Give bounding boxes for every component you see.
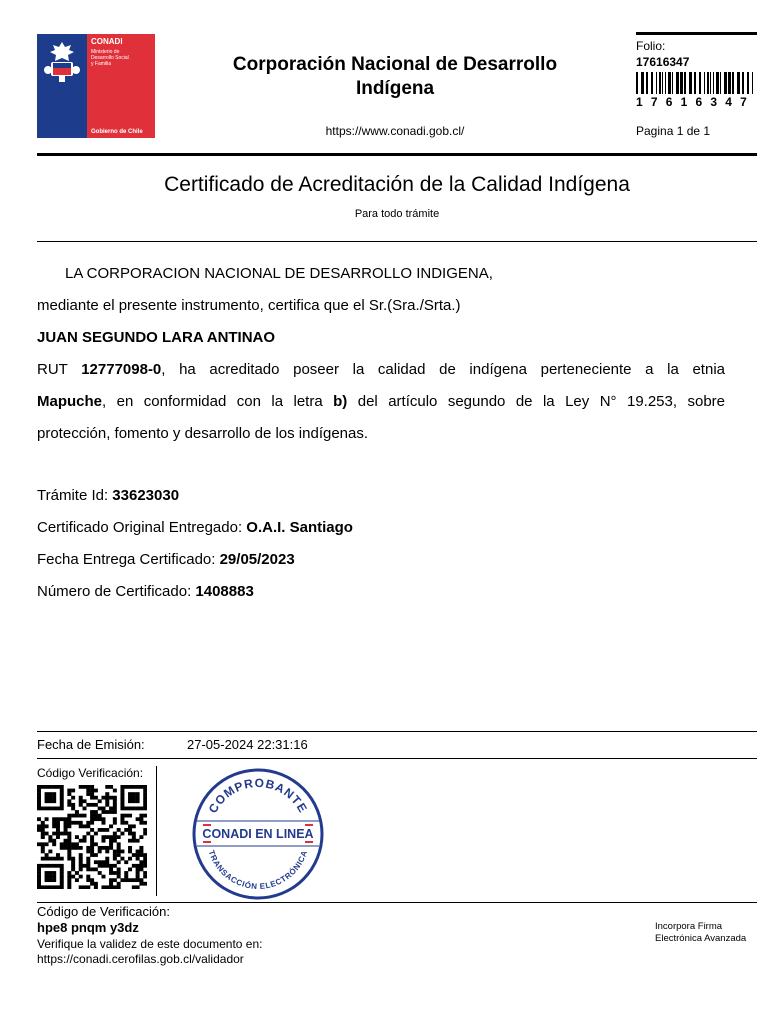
verify-instructions: Verifique la validez de este documento en:	[37, 937, 263, 951]
tramite-id: Trámite Id: 33623030	[37, 487, 180, 504]
folio-label: Folio:	[636, 39, 666, 53]
title-divider	[37, 241, 757, 242]
intro-line: LA CORPORACION NACIONAL DE DESARROLLO INDIGENA,	[65, 265, 493, 282]
validator-url[interactable]: https://conadi.cerofilas.gob.cl/validador	[37, 952, 244, 966]
verification-code-label: Código de Verificación:	[37, 904, 170, 919]
page-number: Pagina 1 de 1	[636, 124, 711, 138]
organization-url[interactable]: https://www.conadi.gob.cl/	[325, 124, 465, 138]
emission-label: Fecha de Emisión:	[37, 737, 145, 752]
certificate-subtitle: Para todo trámite	[354, 208, 440, 220]
verification-label-top: Código Verificación:	[37, 766, 144, 780]
svg-text:Ministerio de: Ministerio de	[91, 49, 120, 55]
stamp-top-text: COMPROBANTE	[205, 775, 311, 816]
logo-title: CONADI	[91, 37, 123, 46]
ethnicity-line: Mapuche, en conformidad con la letra b) del artículo segundo de la Ley N° 19.253, sobre	[37, 393, 725, 410]
footer-divider-top	[37, 731, 757, 732]
original-delivered: Certificado Original Entregado: O.A.I. Santiago	[37, 519, 353, 536]
comprobante-stamp	[189, 766, 327, 902]
rut-line: RUT 12777098-0, ha acreditado poseer la calidad de indígena perteneciente a la etnia	[37, 361, 725, 378]
signature-note: Incorpora Firma Electrónica Avanzada	[655, 921, 747, 944]
svg-text:CONADI EN LINEA: CONADI EN LINEA	[202, 827, 314, 841]
qr-code[interactable]	[37, 785, 147, 889]
svg-text:y Familia: y Familia	[91, 61, 112, 67]
person-name: JUAN SEGUNDO LARA ANTINAO	[37, 329, 276, 346]
emission-value: 27-05-2024 22:31:16	[187, 737, 308, 752]
rut-value: 12777098-0	[81, 361, 162, 378]
barcode	[636, 72, 754, 94]
law-line: protección, fomento y desarrollo de los indígenas.	[37, 425, 369, 442]
folio-value: 17616347	[636, 55, 690, 69]
header-divider	[37, 153, 757, 156]
certify-line: mediante el presente instrumento, certifica que el Sr.(Sra./Srta.)	[37, 297, 461, 314]
certificate-title: Certificado de Acreditación de la Calidad Indígena	[164, 173, 630, 196]
ethnicity-value: Mapuche	[37, 393, 103, 410]
certificate-number: Número de Certificado: 1408883	[37, 583, 254, 600]
delivery-date: Fecha Entrega Certificado: 29/05/2023	[37, 551, 295, 568]
verification-code: hpe8 pnqm y3dz	[37, 920, 139, 935]
stamp-bottom-text: TRANSACCIÓN ELECTRÓNICA	[206, 849, 310, 892]
logo-gov: Gobierno de Chile	[91, 129, 143, 135]
barcode-digits: 17616347	[636, 95, 755, 109]
svg-text:TRANSACCIÓN ELECTRÓNICA	[207, 849, 309, 891]
organization-title: Corporación Nacional de Desarrollo Indígena	[232, 54, 558, 99]
footer-divider-mid	[37, 758, 757, 759]
qr-divider	[156, 766, 157, 896]
conadi-logo	[37, 34, 155, 138]
svg-text:Desarrollo Social: Desarrollo Social	[91, 55, 129, 61]
footer-divider-bottom	[37, 902, 757, 903]
